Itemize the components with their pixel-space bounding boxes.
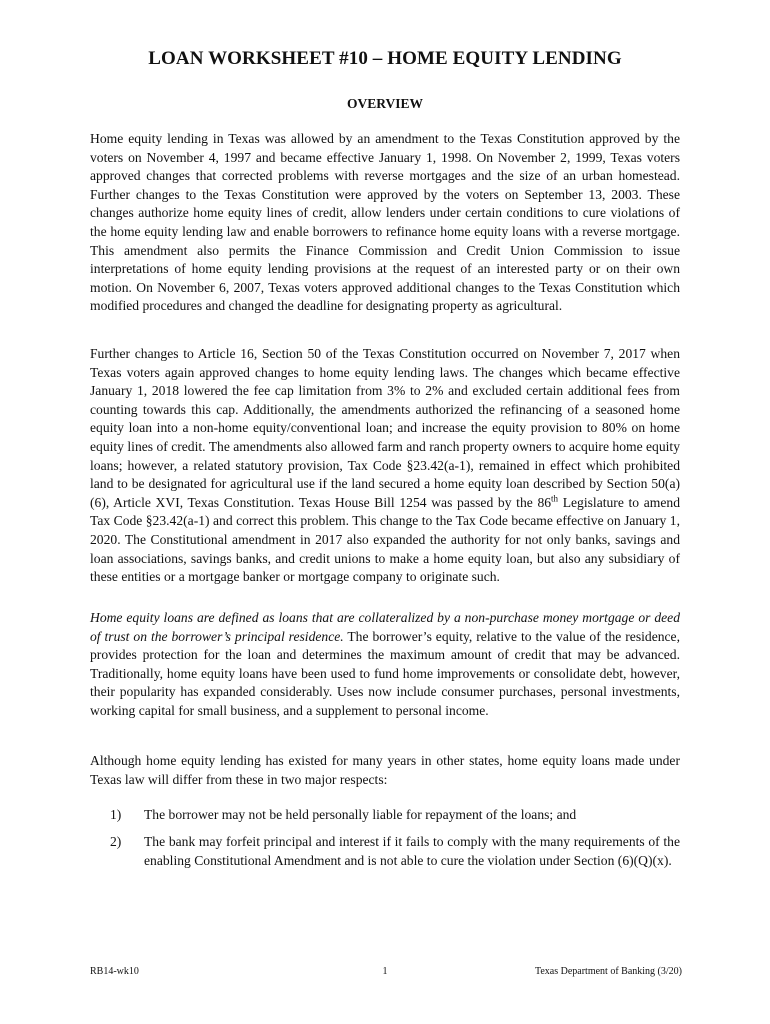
footer-document-code: RB14-wk10: [90, 966, 139, 977]
paragraph-2-text-b: Legislature to amend Tax Code §23.42(a-1) and correct this problem. This change to the Tax Code became effective on January 1, 2020. The Constitutional amendment in 2017 also expanded the authority for not only banks, savings and loan associations, savings banks, and credit unions to make a home equity loan, but also any subsidiary of these entities or a mortgage banker or mortgage company to originate such.: [90, 494, 680, 585]
paragraph-3: [90, 609, 680, 721]
paragraph-3-text: The borrower’s equity, relative to the value of the residence, provides protection for the loan and determines the maximum amount of credit that may be advanced. Traditionally, home equity loans have been used to fund home improvements or consolidate debt, however, their popularity has expanded considerably. Uses now include consumer purchases, personal investments, working capital for small business, and a supplement to personal income.: [90, 628, 680, 718]
list-item-number: 2): [110, 834, 122, 849]
paragraph-1: Home equity lending in Texas was allowed by an amendment to the Texas Constitution approved by the voters on November 4, 1997 and became effective January 1, 1998. On November 2, 1999, Texas voters approved changes that corrected problems with reverse mortgages and the size of an urban homestead. Further changes to the Texas Constitution were approved by the voters on September 13, 2003. These changes authorize home equity lines of credit, allow lenders under certain conditions to cure violations of the home equity lending law and enable borrowers to refinance home equity loans with a reverse mortgage. This amendment also permits the Finance Commission and Credit Union Commission to issue interpretations of home equity lending provisions at the request of an interested party or on their own motion. On November 6, 2007, Texas voters approved additional changes to the Texas Constitution which modified procedures and changed the deadline for designating property as agricultural.: [90, 131, 680, 314]
list-item-text: The borrower may not be held personally liable for repayment of the loans; and: [144, 807, 577, 822]
list-item-number-wrap: [90, 806, 144, 825]
paragraph-2-text-a: Further changes to Article 16, Section 50 of the Texas Constitution occurred on November 7, 2017 when Texas voters again approved changes to home equity lending laws. The changes which became effective January 1, 2018 lowered the fee cap limitation from 3% to 2% and excluded certain additional fees from counting towards this cap. Additionally, the amendments authorized the refinancing of a seasoned home equity loan into a non-home equity/conventional loan; and increase the equity provision to 80% on home equity lines of credit. The amendments also allowed farm and ranch property owners to acquire home equity loans; however, a related statutory provision, Tax Code §23.42(a-1), remained in effect which prohibited land to be designated for agricultural use if the land secured a home equity loan described by Section 50(a)(6), Article XVI, Texas Constitution. Texas House Bill 1254 was passed by the 86: [90, 346, 680, 510]
footer-department-date: Texas Department of Banking (3/20): [534, 966, 682, 977]
footer-page-number: 1: [382, 966, 388, 977]
paragraph-4: Although home equity lending has existed for many years in other states, home equity loans made under Texas law will differ from these in two major respects:: [90, 753, 680, 787]
list-item-text: The bank may forfeit principal and interest if it fails to comply with the many requirements of the enabling Constitutional Amendment and is not able to cure the violation under Section (6)(Q)(x).: [144, 834, 680, 868]
list-item-number-wrap: [90, 833, 144, 870]
ordinal-superscript: th: [551, 493, 559, 504]
document-title: LOAN WORKSHEET #10 – HOME EQUITY LENDING: [148, 48, 622, 69]
list-item: [90, 806, 680, 825]
paragraph-2: [90, 345, 680, 587]
list-item-number: 1): [110, 807, 122, 822]
definition-italic-text: Home equity loans are defined as loans that are collateralized by a non-purchase money mortgage or deed of trust on the borrower’s principal residence.: [90, 610, 680, 644]
list-item: [90, 833, 680, 870]
section-heading-overview: OVERVIEW: [346, 96, 424, 111]
